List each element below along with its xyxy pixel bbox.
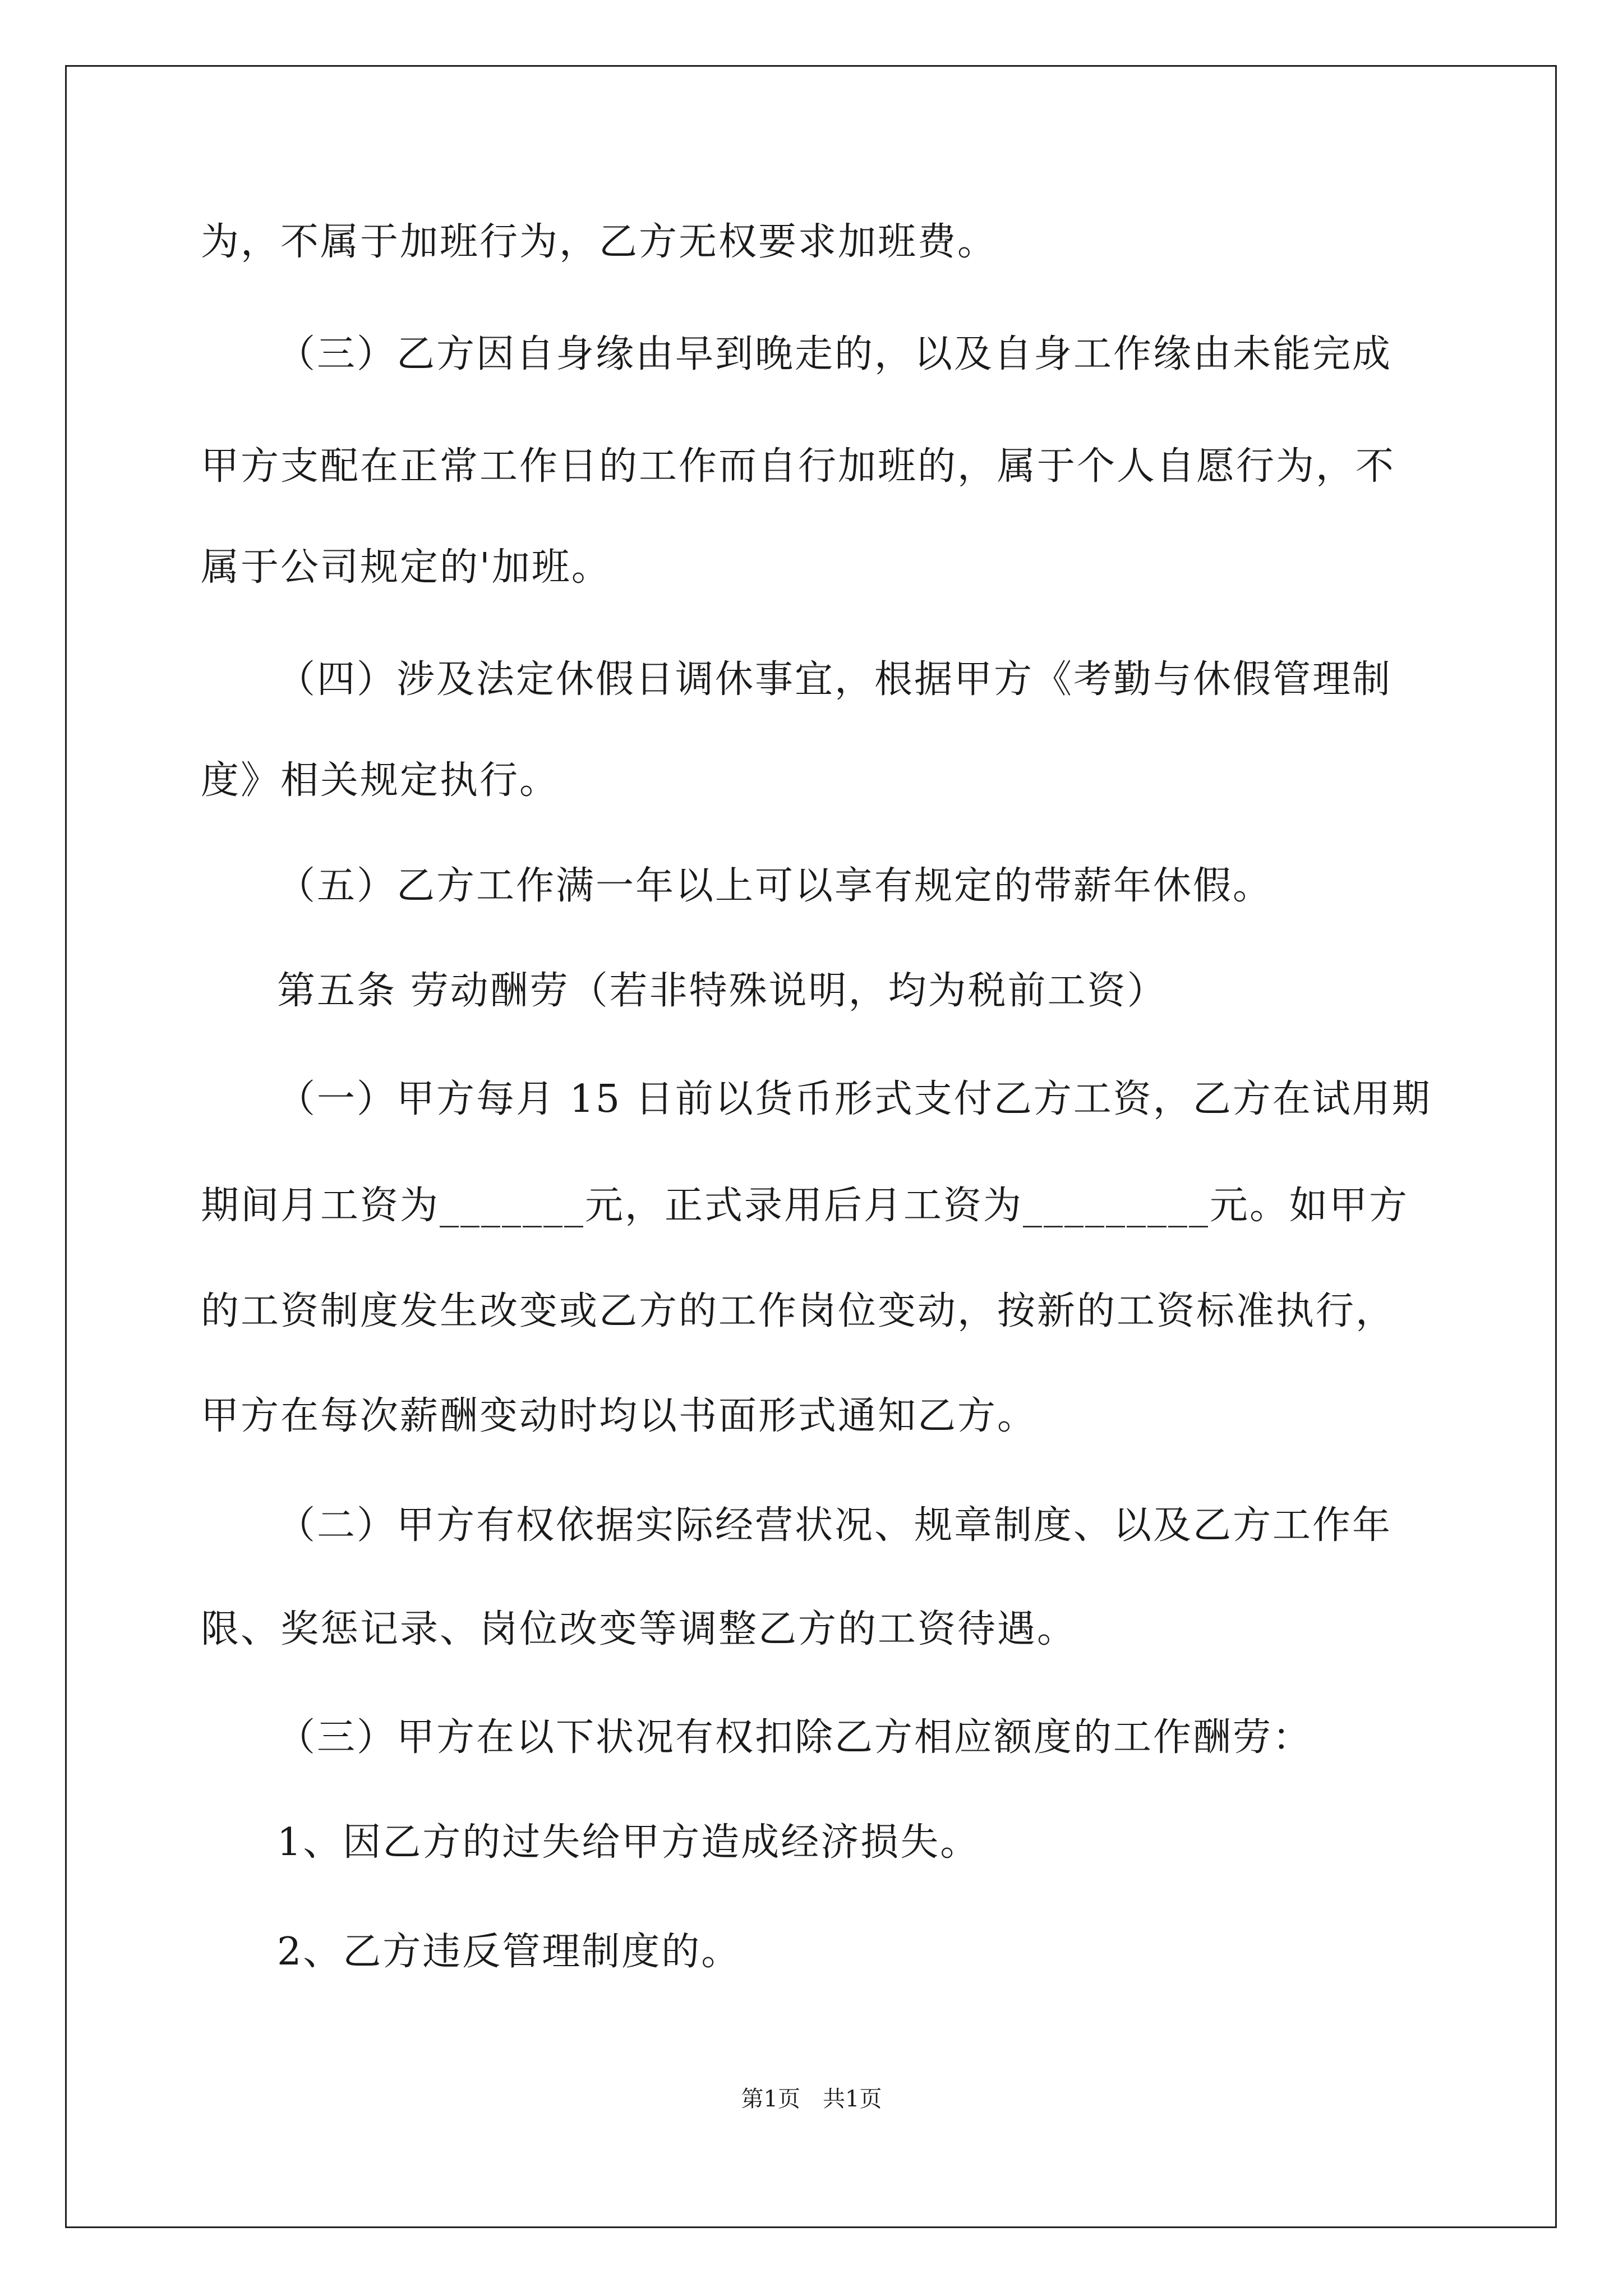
text-line: 度》相关规定执行。 xyxy=(201,758,560,803)
text-line: （四）涉及法定休假日调休事宜，根据甲方《考勤与休假管理制 xyxy=(277,657,1393,702)
text-line: （二）甲方有权依据实际经营状况、规章制度、以及乙方工作年 xyxy=(277,1503,1393,1548)
text-line: （三）乙方因自身缘由早到晚走的，以及自身工作缘由未能完成 xyxy=(277,332,1393,376)
text-line: 限、奖惩记录、岗位改变等调整乙方的工资待遇。 xyxy=(201,1607,1077,1651)
text-line: 为，不属于加班行为，乙方无权要求加班费。 xyxy=(201,220,998,264)
list-item: 1、因乙方的过失给甲方造成经济损失。 xyxy=(277,1820,980,1865)
text-line: （一）甲方每月 15 日前以货币形式支付乙方工资，乙方在试用期 xyxy=(277,1077,1432,1121)
text-line: 甲方在每次薪酬变动时均以书面形式通知乙方。 xyxy=(201,1394,1038,1438)
page-border xyxy=(65,65,1557,2228)
text-line: 甲方支配在正常工作日的工作而自行加班的，属于个人自愿行为，不 xyxy=(201,444,1396,489)
text-line: （三）甲方在以下状况有权扣除乙方相应额度的工作酬劳： xyxy=(277,1715,1313,1760)
text-line: 的工资制度发生改变或乙方的工作岗位变动，按新的工资标准执行， xyxy=(201,1289,1396,1333)
text-line: （五）乙方工作满一年以上可以享有规定的带薪年休假。 xyxy=(277,864,1273,908)
list-item: 2、乙方违反管理制度的。 xyxy=(277,1930,741,1974)
page-number: 第1页 共1页 xyxy=(741,2086,882,2112)
section-heading: 第五条 劳动酬劳（若非特殊说明，均为税前工资） xyxy=(277,969,1167,1013)
text-line: 属于公司规定的'加班。 xyxy=(201,545,611,590)
text-line: 期间月工资为_______元，正式录用后月工资为_________元。如甲方 xyxy=(201,1184,1409,1228)
